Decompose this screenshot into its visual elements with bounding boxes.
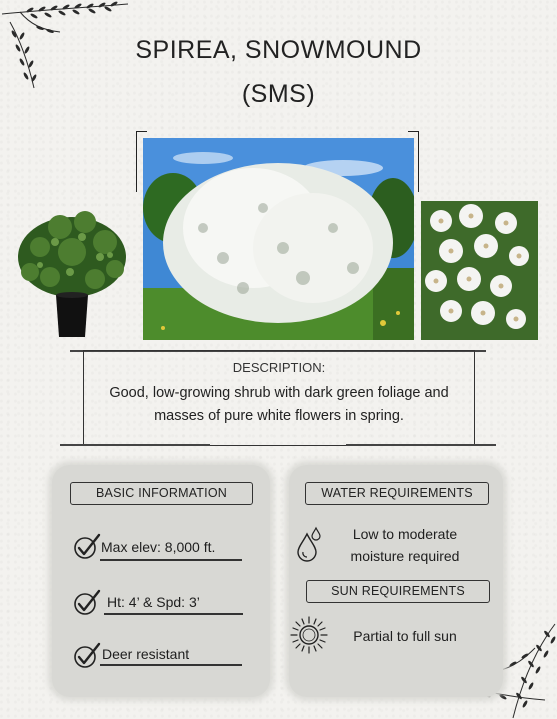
underline-deer-resistant (100, 664, 242, 666)
page-title-line1: SPIREA, SNOWMOUND (135, 36, 422, 64)
divider-line-bottom-right (346, 444, 496, 446)
underline-elevation (100, 559, 242, 561)
page-title-line2: (SMS) (241, 80, 316, 108)
description-text: Good, low-growing shrub with dark green foliage and masses of pure white flowers in spring. (109, 385, 449, 424)
basic-info-item-height-spread: Ht: 4’ & Spd: 3’ (107, 594, 200, 610)
water-requirements-line2: moisture required (350, 548, 460, 564)
water-requirements-label: WATER REQUIREMENTS (305, 482, 489, 505)
divider-line-bottom (60, 444, 210, 446)
water-drops-icon (296, 526, 322, 562)
sun-requirements-text: Partial to full sun (353, 628, 457, 644)
basic-info-item-elevation: Max elev: 8,000 ft. (101, 539, 216, 555)
checkmark-icon (72, 642, 102, 670)
water-requirements-line1: Low to moderate (352, 526, 458, 542)
description-heading: DESCRIPTION: (232, 360, 326, 375)
sun-icon (289, 615, 329, 655)
shrub-photo (143, 138, 414, 340)
checkmark-icon (72, 533, 102, 561)
flower-closeup-photo (421, 201, 538, 340)
sun-requirements-label: SUN REQUIREMENTS (306, 580, 490, 603)
checkmark-icon (72, 589, 102, 617)
basic-information-label: BASIC INFORMATION (70, 482, 253, 505)
underline-height-spread (104, 613, 243, 615)
basic-info-item-deer-resistant: Deer resistant (102, 646, 190, 662)
potted-shrub-image (10, 197, 134, 342)
